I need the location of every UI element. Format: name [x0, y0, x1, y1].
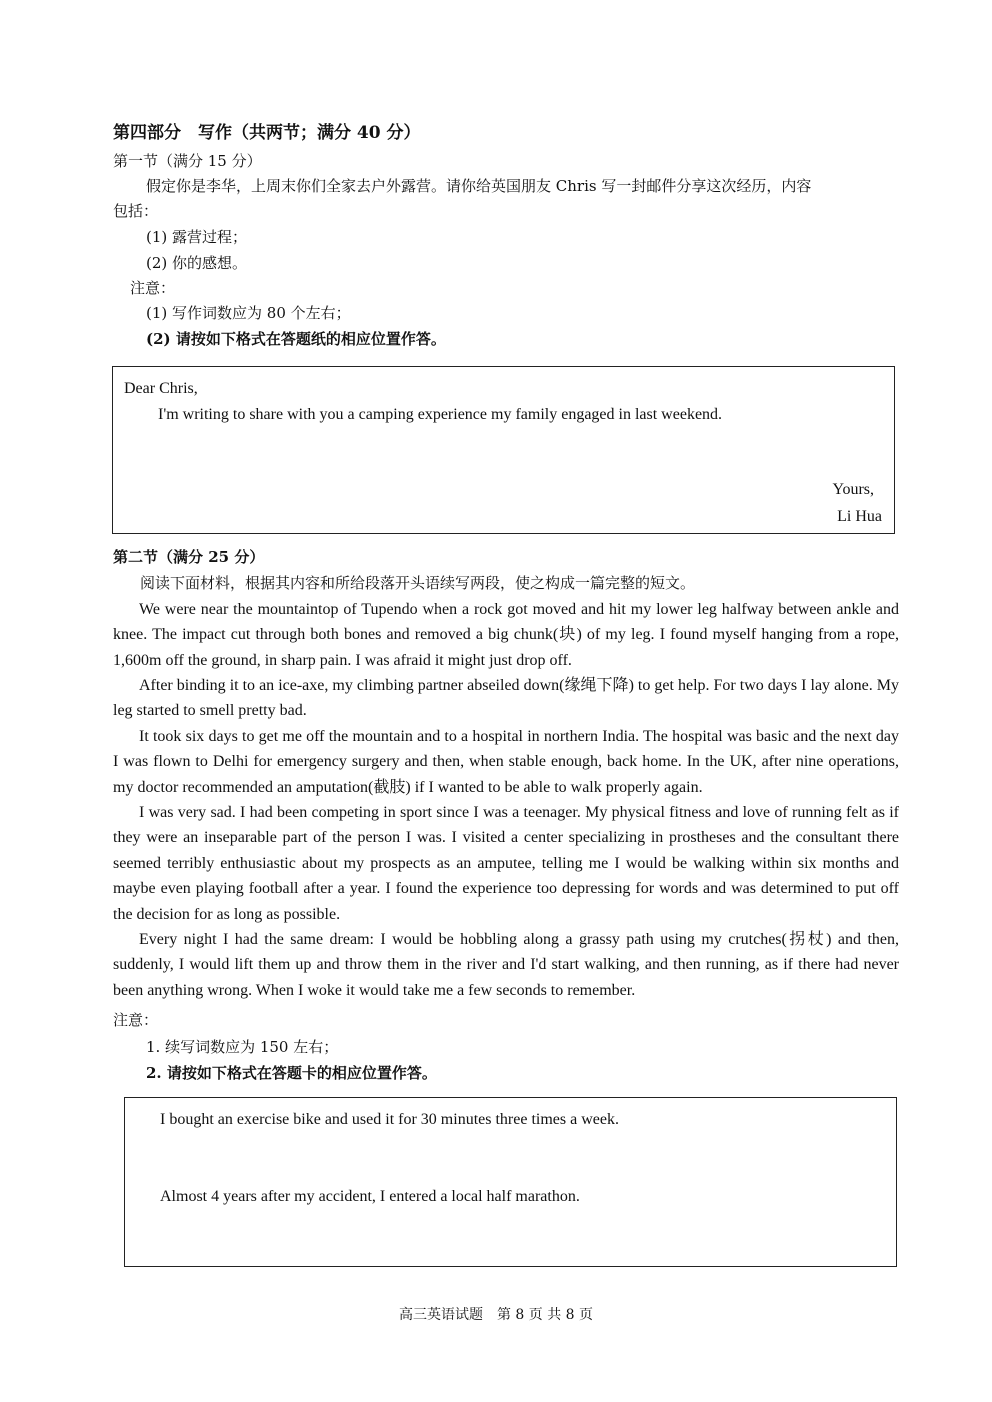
- part1-item2: (2) 你的感想。: [146, 254, 248, 272]
- letter-salutation: Dear Chris,: [124, 380, 198, 397]
- continuation-para1-start: I bought an exercise bike and used it for 30 minutes three times a week.: [160, 1111, 619, 1128]
- part1-heading: 第一节（满分 15 分）: [113, 152, 262, 170]
- story-paragraph-1: We were near the mountaintop of Tupendo when a rock got moved and hit my lower leg halfway between ankle and knee. The impact cut through both bones and removed a big chunk(块) of my leg. I found myself hanging from a rope, 1,600m off the ground, in sharp pain. I was afraid it might just drop off.: [113, 601, 899, 669]
- part2-note-label: 注意：: [113, 1011, 159, 1029]
- story-paragraph-4: I was very sad. I had been competing in sport since I was a teenager. My physical fitness and love of running felt as if they were an inseparable part of the person I was. I visited a center specializing in prostheses and the consultant there seemed terribly enthusiastic about my prospects as an amputee, telling me I would be walking within six months and maybe even playing football after a year. I found the experience too depressing for words and was determined to put off the decision for as long as possible.: [113, 804, 899, 923]
- part2-heading: 第二节（满分 25 分）: [113, 548, 265, 566]
- story-paragraph-2: After binding it to an ice-axe, my climbing partner abseiled down(缘绳下降) to get help. For two days I lay alone. My leg started to smell pretty bad.: [113, 677, 899, 720]
- part1-note1: (1) 写作词数应为 80 个左右；: [146, 304, 351, 322]
- letter-closing: Yours,: [832, 481, 874, 498]
- letter-answer-box: [112, 366, 895, 534]
- story-paragraph-3: It took six days to get me off the mountain and to a hospital in northern India. The hospital was basic and the next day I was flown to Delhi for emergency surgery and then, when stable enough, back home. In the UK, after nine operations, my doctor recommended an amputation(截肢) if I wanted to be able to walk properly again.: [113, 728, 899, 796]
- letter-opening: I'm writing to share with you a camping experience my family engaged in last weekend.: [158, 406, 723, 423]
- continuation-answer-box: [124, 1097, 897, 1267]
- part1-item1: (1) 露营过程；: [146, 228, 248, 246]
- part2-note1: 1. 续写词数应为 150 左右；: [146, 1038, 339, 1056]
- part1-prompt-line2: 包括：: [113, 202, 159, 220]
- part1-prompt-line1: 假定你是李华，上周末你们全家去户外露营。请你给英国朋友 Chris 写一封邮件分享这次经历，内容: [146, 177, 812, 195]
- part1-note-label: 注意：: [130, 279, 176, 297]
- part2-note2: 2. 请按如下格式在答题卡的相应位置作答。: [146, 1064, 437, 1082]
- letter-signature: Li Hua: [837, 508, 882, 525]
- part2-instruction: 阅读下面材料，根据其内容和所给段落开头语续写两段，使之构成一篇完整的短文。: [140, 574, 696, 592]
- section-title: 第四部分 写作（共两节；满分 40 分）: [113, 123, 421, 143]
- part1-note2: (2) 请按如下格式在答题纸的相应位置作答。: [146, 330, 446, 348]
- continuation-para2-start: Almost 4 years after my accident, I entered a local half marathon.: [160, 1188, 580, 1205]
- page-footer: 高三英语试题 第 8 页 共 8 页: [398, 1307, 594, 1323]
- story-paragraph-5: Every night I had the same dream: I would be hobbling along a grassy path using my crutches(拐杖) and then, suddenly, I would lift them up and throw them in the river and I'd start walking, and then running, as if there had never been anything wrong. When I woke it would take me a few seconds to remember.: [113, 931, 899, 999]
